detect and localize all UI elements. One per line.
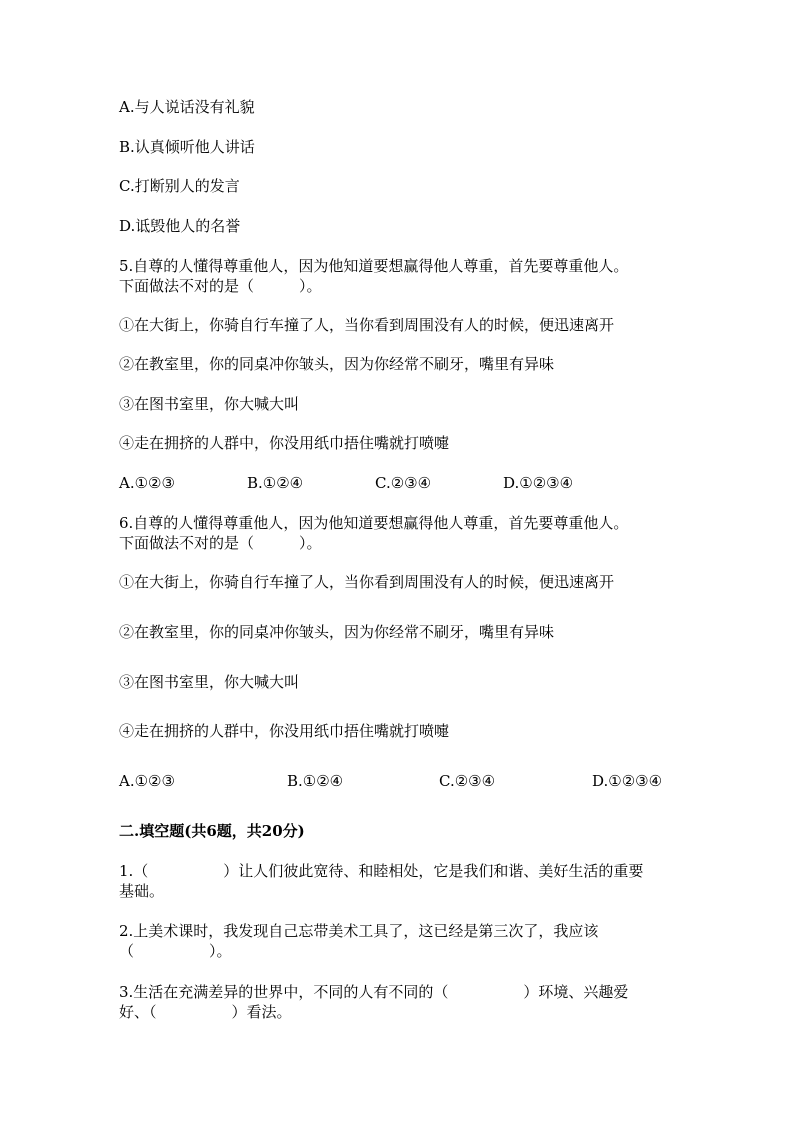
q6-item-2: ②在教室里，你的同桌冲你皱头，因为你经常不刷牙，嘴里有异味 [119,623,555,641]
q6-item-4: ④走在拥挤的人群中，你没用纸巾捂住嘴就打喷嚏 [119,722,450,740]
fill-q1-line2: 基础。 [119,882,165,900]
q4-option-b: B.认真倾听他人讲话 [119,138,255,156]
q6-item-1: ①在大街上，你骑自行车撞了人，当你看到周围没有人的时候，便迅速离开 [119,573,615,591]
fill-q2-line1: 2.上美术课时，我发现自己忘带美术工具了，这已经是第三次了，我应该 [119,922,599,940]
q6-stem-line2: 下面做法不对的是（ ）。 [119,534,322,552]
q5-item-2: ②在教室里，你的同桌冲你皱头，因为你经常不刷牙，嘴里有异味 [119,355,555,373]
q5-option-a: A.①②③ [119,474,175,492]
q6-option-d: D.①②③④ [592,772,663,790]
q5-stem-line1: 5.自尊的人懂得尊重他人，因为他知道要想赢得他人尊重，首先要尊重他人。 [119,257,629,275]
q4-option-c: C.打断别人的发言 [119,177,240,195]
q4-option-a: A.与人说话没有礼貌 [119,98,255,116]
q5-option-b: B.①②④ [247,474,304,492]
q4-option-d: D.诋毁他人的名誉 [119,217,241,235]
q5-options [119,473,679,493]
q5-option-c: C.②③④ [375,474,432,492]
fill-q1-line1: 1.（ ）让人们彼此宽待、和睦相处，它是我们和谐、美好生活的重要 [119,862,644,880]
q6-stem-line1: 6.自尊的人懂得尊重他人，因为他知道要想赢得他人尊重，首先要尊重他人。 [119,514,629,532]
q6-option-c: C.②③④ [439,772,496,790]
fill-q2-line2: （ ）。 [119,942,232,960]
fill-q3-line2: 好、（ ）看法。 [119,1003,292,1021]
q6-options [119,771,679,791]
q5-stem-line2: 下面做法不对的是（ ）。 [119,277,322,295]
q5-item-1: ①在大街上，你骑自行车撞了人，当你看到周围没有人的时候，便迅速离开 [119,316,615,334]
q6-option-b: B.①②④ [287,772,344,790]
q6-option-a: A.①②③ [119,772,175,790]
fill-q3-line1: 3.生活在充满差异的世界中，不同的人有不同的（ ）环境、兴趣爱 [119,983,629,1001]
q6-item-3: ③在图书室里，你大喊大叫 [119,673,300,691]
q5-item-3: ③在图书室里，你大喊大叫 [119,395,300,413]
section-heading: 二.填空题(共6题，共20分) [119,822,305,840]
q5-option-d: D.①②③④ [503,474,574,492]
q5-item-4: ④走在拥挤的人群中，你没用纸巾捂住嘴就打喷嚏 [119,434,450,452]
